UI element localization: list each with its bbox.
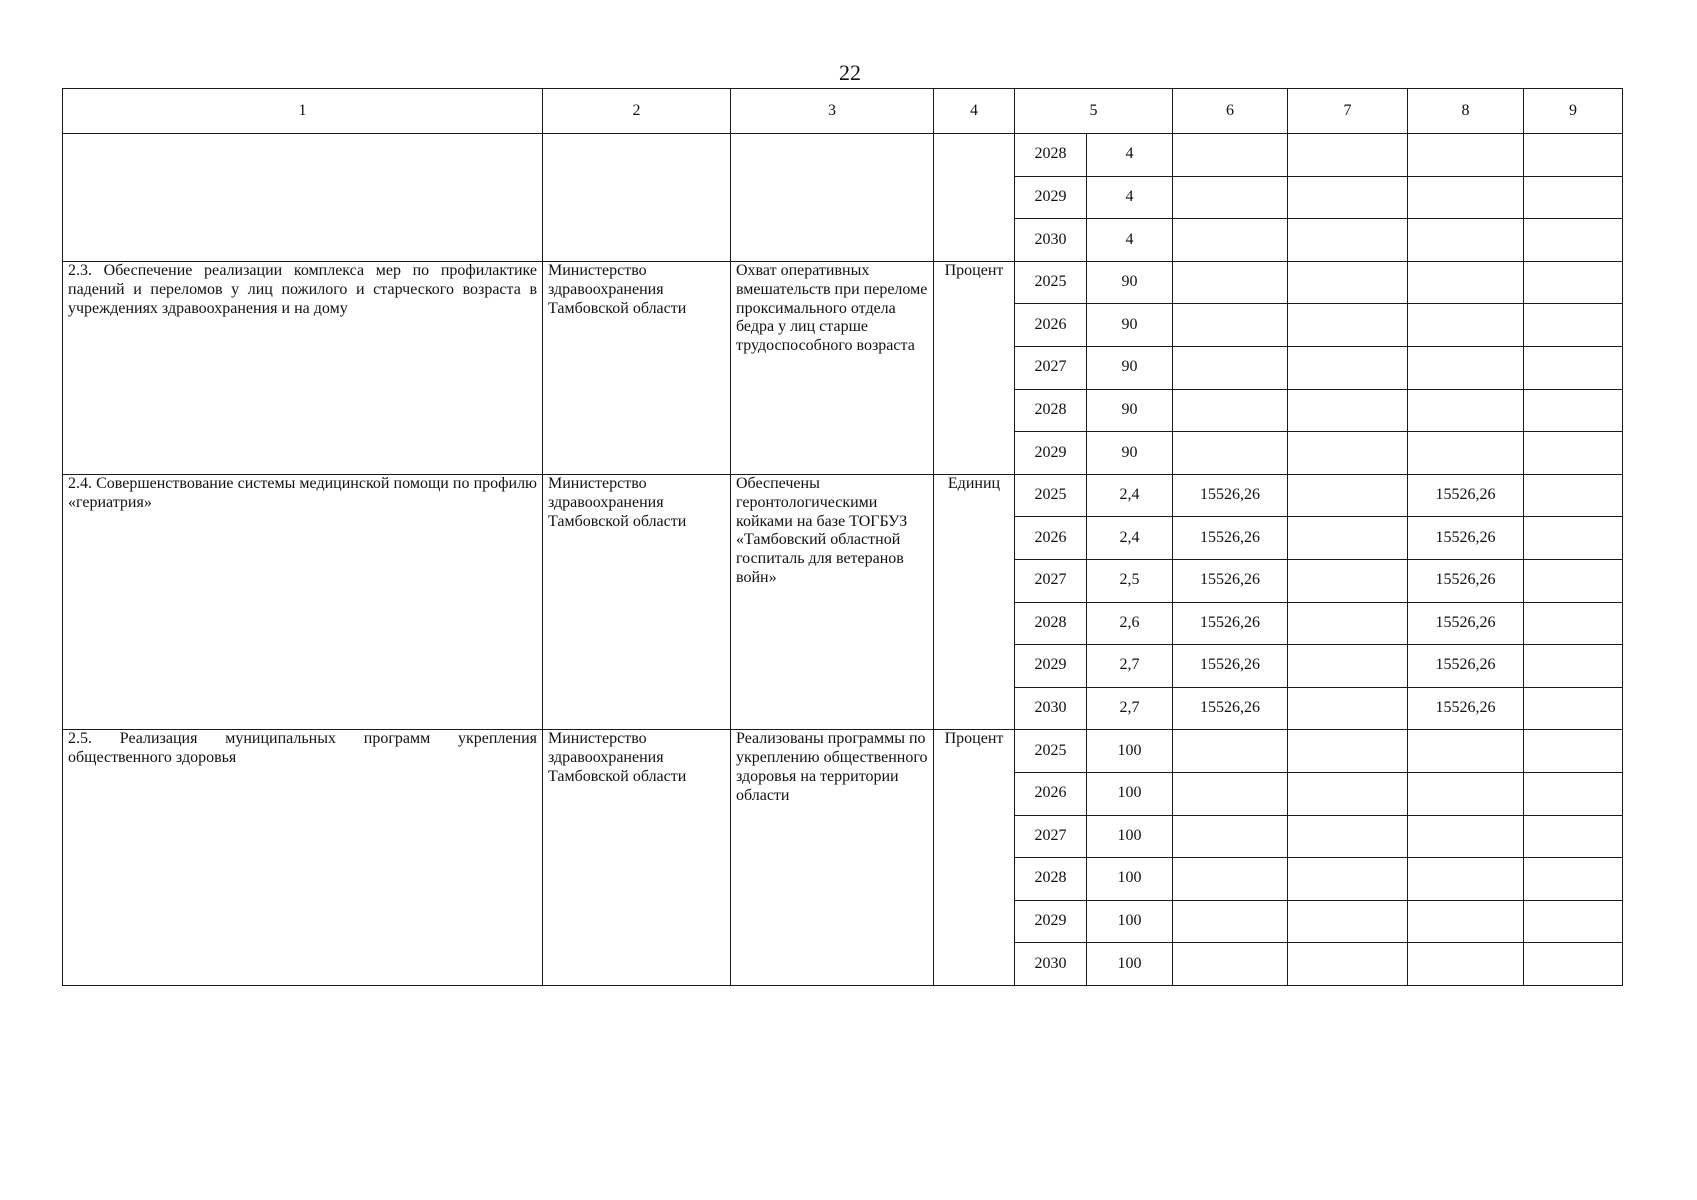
year-cell: 2030: [1015, 943, 1087, 986]
value-cell: 100: [1087, 815, 1173, 858]
col6-cell: 15526,26: [1173, 559, 1288, 602]
executor-cell: Министерство здравоохранения Тамбовской области: [543, 730, 731, 986]
value-cell: 100: [1087, 943, 1173, 986]
col6-cell: [1173, 261, 1288, 304]
header-col-3: 3: [731, 89, 934, 134]
col8-cell: 15526,26: [1408, 474, 1524, 517]
col6-cell: [1173, 134, 1288, 177]
value-cell: 90: [1087, 261, 1173, 304]
unit-cell: Процент: [934, 261, 1015, 474]
year-cell: 2028: [1015, 858, 1087, 901]
year-cell: 2029: [1015, 176, 1087, 219]
col6-cell: [1173, 730, 1288, 773]
col6-cell: [1173, 858, 1288, 901]
value-cell: 2,7: [1087, 645, 1173, 688]
col7-cell: [1288, 943, 1408, 986]
header-col-1: 1: [63, 89, 543, 134]
col9-cell: [1524, 602, 1623, 645]
value-cell: 4: [1087, 134, 1173, 177]
col8-cell: [1408, 134, 1524, 177]
value-cell: 100: [1087, 772, 1173, 815]
indicator-cell: Охват оперативных вмешательств при переломе проксимального отдела бедра у лиц старше трудоспособного возраста: [731, 261, 934, 474]
col8-cell: [1408, 432, 1524, 475]
col6-cell: 15526,26: [1173, 474, 1288, 517]
col7-cell: [1288, 772, 1408, 815]
year-cell: 2025: [1015, 474, 1087, 517]
col9-cell: [1524, 900, 1623, 943]
header-row: [63, 89, 1623, 134]
year-cell: 2028: [1015, 134, 1087, 177]
col9-cell: [1524, 176, 1623, 219]
col9-cell: [1524, 474, 1623, 517]
col6-cell: [1173, 815, 1288, 858]
value-cell: 4: [1087, 219, 1173, 262]
description-cell: 2.4. Совершенствование системы медицинской помощи по профилю «гериатрия»: [63, 474, 543, 730]
col8-cell: 15526,26: [1408, 645, 1524, 688]
col9-cell: [1524, 432, 1623, 475]
col9-cell: [1524, 730, 1623, 773]
col7-cell: [1288, 346, 1408, 389]
year-cell: 2026: [1015, 304, 1087, 347]
value-cell: 100: [1087, 858, 1173, 901]
col8-cell: [1408, 730, 1524, 773]
table-row: [63, 474, 1623, 517]
col7-cell: [1288, 517, 1408, 560]
col7-cell: [1288, 645, 1408, 688]
col7-cell: [1288, 134, 1408, 177]
col6-cell: [1173, 346, 1288, 389]
year-cell: 2028: [1015, 602, 1087, 645]
indicator-cell: Обеспечены геронтологическими койками на базе ТОГБУЗ «Тамбовский областной госпиталь для ветеранов войн»: [731, 474, 934, 730]
col9-cell: [1524, 517, 1623, 560]
value-cell: 4: [1087, 176, 1173, 219]
col8-cell: 15526,26: [1408, 517, 1524, 560]
col6-cell: 15526,26: [1173, 645, 1288, 688]
col7-cell: [1288, 304, 1408, 347]
col7-cell: [1288, 389, 1408, 432]
year-cell: 2029: [1015, 432, 1087, 475]
value-cell: 90: [1087, 346, 1173, 389]
value-cell: 90: [1087, 304, 1173, 347]
col6-cell: 15526,26: [1173, 687, 1288, 730]
header-col-2: 2: [543, 89, 731, 134]
header-col-5: 5: [1015, 89, 1173, 134]
executor-cell: Министерство здравоохранения Тамбовской области: [543, 474, 731, 730]
col6-cell: [1173, 432, 1288, 475]
executor-cell: [543, 134, 731, 262]
value-cell: 2,4: [1087, 474, 1173, 517]
col8-cell: [1408, 815, 1524, 858]
col7-cell: [1288, 219, 1408, 262]
col7-cell: [1288, 815, 1408, 858]
col6-cell: 15526,26: [1173, 602, 1288, 645]
header-col-4: 4: [934, 89, 1015, 134]
col9-cell: [1524, 858, 1623, 901]
col9-cell: [1524, 134, 1623, 177]
value-cell: 100: [1087, 900, 1173, 943]
col8-cell: [1408, 772, 1524, 815]
header-col-9: 9: [1524, 89, 1623, 134]
executor-cell: Министерство здравоохранения Тамбовской области: [543, 261, 731, 474]
header-col-8: 8: [1408, 89, 1524, 134]
col9-cell: [1524, 559, 1623, 602]
col6-cell: [1173, 304, 1288, 347]
year-cell: 2027: [1015, 346, 1087, 389]
description-cell: 2.5. Реализация муниципальных программ укрепления общественного здоровья: [63, 730, 543, 986]
indicator-cell: [731, 134, 934, 262]
col7-cell: [1288, 559, 1408, 602]
page-number: 22: [839, 60, 861, 85]
value-cell: 2,4: [1087, 517, 1173, 560]
col9-cell: [1524, 304, 1623, 347]
value-cell: 90: [1087, 432, 1173, 475]
col6-cell: [1173, 389, 1288, 432]
col7-cell: [1288, 432, 1408, 475]
col9-cell: [1524, 815, 1623, 858]
col7-cell: [1288, 730, 1408, 773]
col8-cell: [1408, 304, 1524, 347]
value-cell: 100: [1087, 730, 1173, 773]
year-cell: 2027: [1015, 815, 1087, 858]
col9-cell: [1524, 261, 1623, 304]
col6-cell: [1173, 176, 1288, 219]
col9-cell: [1524, 687, 1623, 730]
col8-cell: [1408, 389, 1524, 432]
col6-cell: 15526,26: [1173, 517, 1288, 560]
col7-cell: [1288, 858, 1408, 901]
table-row: [63, 134, 1623, 177]
col8-cell: [1408, 261, 1524, 304]
col7-cell: [1288, 261, 1408, 304]
value-cell: 2,5: [1087, 559, 1173, 602]
year-cell: 2025: [1015, 261, 1087, 304]
col9-cell: [1524, 772, 1623, 815]
year-cell: 2030: [1015, 687, 1087, 730]
table-row: [63, 730, 1623, 773]
header-col-6: 6: [1173, 89, 1288, 134]
year-cell: 2029: [1015, 900, 1087, 943]
col8-cell: [1408, 943, 1524, 986]
description-cell: [63, 134, 543, 262]
value-cell: 90: [1087, 389, 1173, 432]
col8-cell: 15526,26: [1408, 559, 1524, 602]
unit-cell: Процент: [934, 730, 1015, 986]
program-table: [62, 88, 1623, 986]
col7-cell: [1288, 176, 1408, 219]
indicator-cell: Реализованы программы по укреплению общественного здоровья на территории области: [731, 730, 934, 986]
col6-cell: [1173, 943, 1288, 986]
description-cell: 2.3. Обеспечение реализации комплекса мер по профилактике падений и переломов у лиц пожилого и старческого возраста в учреждениях здравоохранения и на дому: [63, 261, 543, 474]
col7-cell: [1288, 602, 1408, 645]
col8-cell: 15526,26: [1408, 687, 1524, 730]
table-row: [63, 261, 1623, 304]
value-cell: 2,7: [1087, 687, 1173, 730]
year-cell: 2029: [1015, 645, 1087, 688]
year-cell: 2026: [1015, 517, 1087, 560]
col6-cell: [1173, 219, 1288, 262]
col6-cell: [1173, 900, 1288, 943]
col8-cell: 15526,26: [1408, 602, 1524, 645]
col8-cell: [1408, 346, 1524, 389]
year-cell: 2028: [1015, 389, 1087, 432]
col6-cell: [1173, 772, 1288, 815]
unit-cell: [934, 134, 1015, 262]
col9-cell: [1524, 645, 1623, 688]
col9-cell: [1524, 943, 1623, 986]
value-cell: 2,6: [1087, 602, 1173, 645]
year-cell: 2025: [1015, 730, 1087, 773]
col7-cell: [1288, 687, 1408, 730]
year-cell: 2026: [1015, 772, 1087, 815]
col8-cell: [1408, 900, 1524, 943]
col7-cell: [1288, 474, 1408, 517]
header-col-7: 7: [1288, 89, 1408, 134]
col9-cell: [1524, 346, 1623, 389]
col7-cell: [1288, 900, 1408, 943]
year-cell: 2030: [1015, 219, 1087, 262]
col9-cell: [1524, 219, 1623, 262]
col8-cell: [1408, 858, 1524, 901]
col9-cell: [1524, 389, 1623, 432]
col8-cell: [1408, 219, 1524, 262]
unit-cell: Единиц: [934, 474, 1015, 730]
year-cell: 2027: [1015, 559, 1087, 602]
col8-cell: [1408, 176, 1524, 219]
